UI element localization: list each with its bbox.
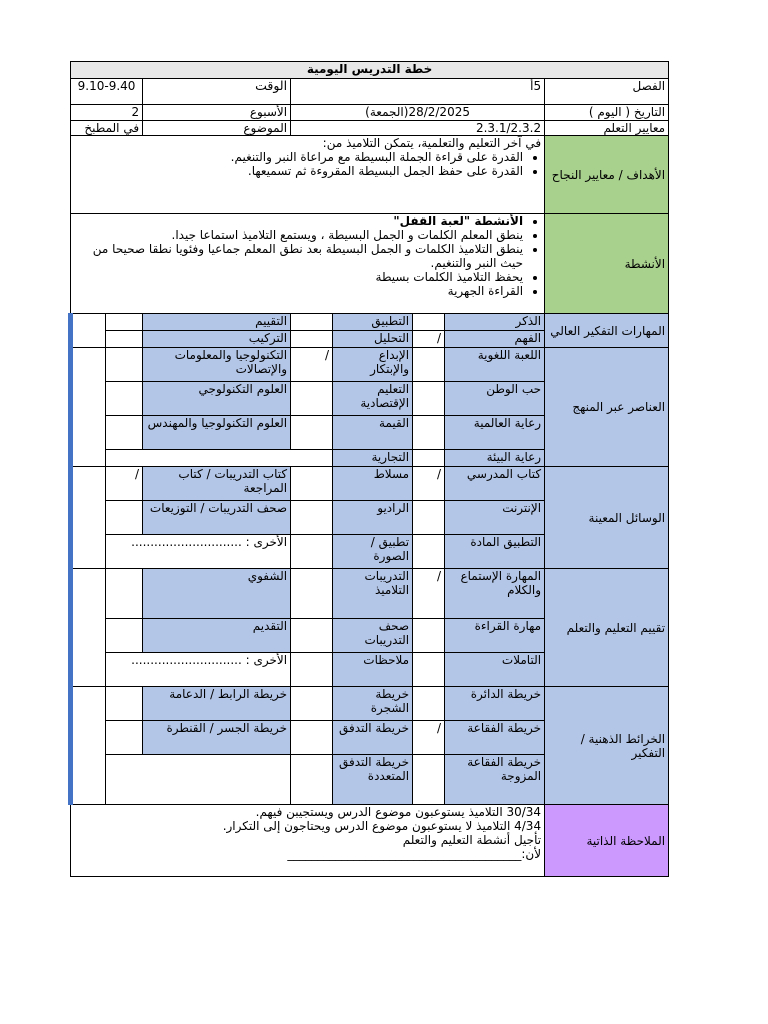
check-cell — [291, 687, 333, 721]
grid-cell: التركيب — [143, 331, 291, 348]
check-cell: / — [413, 331, 445, 348]
grid-cell: التطبيق — [333, 314, 413, 331]
objective-item: • القدرة على حفظ الجمل البسيطة المقروءة ثم تسميعها. — [74, 164, 523, 178]
check-cell — [291, 331, 333, 348]
activities-content — [71, 214, 545, 314]
grid-cell: التقديم — [143, 619, 291, 653]
check-cell — [106, 501, 143, 535]
grid-cell: المهارة الإستماع والكلام — [445, 569, 545, 619]
check-cell — [413, 501, 445, 535]
reflection-line: تأجيل أنشطة التعليم والتعلم — [402, 833, 542, 847]
grid-cell: خريطة الجسر / القنطرة — [143, 721, 291, 755]
check-cell — [106, 619, 143, 653]
grid-cell: صحف التدريبات — [333, 619, 413, 653]
check-cell — [291, 721, 333, 755]
grid-cell: التجارية — [333, 450, 413, 467]
check-cell — [106, 348, 143, 382]
grid-cell: التاملات — [445, 653, 545, 687]
edge-cell — [71, 467, 106, 569]
check-cell — [413, 348, 445, 382]
activity-item: • ينطق المعلم الكلمات و الجمل البسيطة ، ويستمع التلاميذ استماعا جيدا. — [74, 228, 523, 242]
check-cell: / — [291, 348, 333, 382]
check-cell — [413, 687, 445, 721]
check-cell — [291, 416, 333, 450]
grid-cell: العلوم التكنولوجيا والمهندس — [143, 416, 291, 450]
activities-label: الأنشطة — [545, 214, 669, 314]
grid-cell: حب الوطن — [445, 382, 545, 416]
reflection-line: لأن:_______________________________________ — [287, 847, 542, 861]
check-cell — [291, 467, 333, 501]
grid-cell: الإبداع والإبتكار — [333, 348, 413, 382]
standard-value: 2.3.1/2.3.2 — [291, 121, 545, 136]
topic-label: الموضوع — [143, 121, 291, 136]
check-cell — [106, 331, 143, 348]
check-cell — [291, 653, 333, 687]
date-value: 28/2/2025(الجمعة) — [291, 105, 545, 121]
activity-item: • القراءة الجهرية — [74, 284, 523, 298]
grid-cell: خريطة الدائرة — [445, 687, 545, 721]
grid-cell: الذكر — [445, 314, 545, 331]
class-value: 5أ — [291, 79, 545, 105]
check-cell: / — [106, 467, 143, 501]
reflection-line: 4/34 التلاميذ لا يستوعبون موضوع الدرس ويحتاجون إلى التكرار. — [222, 819, 542, 833]
grid-cell: القيمة — [333, 416, 413, 450]
reflection-label: الملاحظة الذاتية — [545, 805, 669, 877]
empty-cell — [106, 755, 291, 805]
grid-cell: التطبيق المادة — [445, 535, 545, 569]
grid-cell: خريطة التدفق — [333, 721, 413, 755]
check-cell — [413, 314, 445, 331]
week-value: 2 — [71, 105, 143, 121]
check-cell — [106, 314, 143, 331]
reflection-line: 30/34 التلاميذ يستوعبون موضوع الدرس ويستجيبن فيهم. — [255, 805, 542, 819]
date-label: التاريخ ( اليوم ) — [545, 105, 669, 121]
standard-label: معايير التعلم — [545, 121, 669, 136]
check-cell: / — [413, 721, 445, 755]
reflection-content — [71, 805, 545, 877]
grid-cell: التحليل — [333, 331, 413, 348]
grid-cell: صحف التدريبات / التوزيعات — [143, 501, 291, 535]
edge-cell — [71, 348, 106, 467]
time-value: 9.10-9.40 — [71, 79, 143, 105]
check-cell — [106, 569, 143, 619]
thinking-maps-label: الخرائط الذهنية / التفكير — [545, 687, 669, 805]
teaching-aids-label: الوسائل المعينة — [545, 467, 669, 569]
edge-cell — [71, 569, 106, 687]
grid-cell: الفهم — [445, 331, 545, 348]
activity-item: • الأنشطة "لعبة القفل" — [74, 214, 523, 228]
check-cell — [291, 314, 333, 331]
check-cell — [413, 619, 445, 653]
objectives-label: الأهداف / معايير النجاح — [545, 136, 669, 214]
topic-value: في المطبخ — [71, 121, 143, 136]
grid-cell: التكنولوجيا والمعلومات والإتصالات — [143, 348, 291, 382]
check-cell — [106, 721, 143, 755]
grid-cell: رعاية البيئة — [445, 450, 545, 467]
objective-item: • القدرة على قراءة الجملة البسيطة مع مراعاة النبر والتنغيم. — [74, 150, 523, 164]
daily-lesson-plan-table — [68, 61, 669, 877]
check-cell — [291, 535, 333, 569]
check-cell — [291, 755, 333, 805]
grid-cell: مسلاط — [333, 467, 413, 501]
grid-cell: كتاب التدريبات / كتاب المراجعة — [143, 467, 291, 501]
check-cell — [413, 535, 445, 569]
check-cell — [413, 755, 445, 805]
grid-cell: خريطة الشجرة — [333, 687, 413, 721]
grid-cell: الإنترنت — [445, 501, 545, 535]
grid-cell: العلوم التكنولوجي — [143, 382, 291, 416]
check-cell — [291, 382, 333, 416]
grid-cell: خريطة الرابط / الدعامة — [143, 687, 291, 721]
grid-cell: التقييم — [143, 314, 291, 331]
grid-cell: الراديو — [333, 501, 413, 535]
check-cell — [106, 687, 143, 721]
activity-item: • يحفظ التلاميذ الكلمات بسيطة — [74, 270, 523, 284]
grid-cell: تطبيق / الصورة — [333, 535, 413, 569]
grid-cell: كتاب المدرسي — [445, 467, 545, 501]
grid-cell: خريطة التدفق المتعددة — [333, 755, 413, 805]
grid-cell: الشفوي — [143, 569, 291, 619]
grid-cell: خريطة الفقاعة — [445, 721, 545, 755]
grid-cell: رعاية العالمية — [445, 416, 545, 450]
week-label: الأسبوع — [143, 105, 291, 121]
time-label: الوقت — [143, 79, 291, 105]
grid-cell: خريطة الفقاعة المزوجة — [445, 755, 545, 805]
edge-cell — [71, 314, 106, 348]
check-cell — [413, 653, 445, 687]
cross-curricular-label: العناصر عبر المنهج — [545, 348, 669, 467]
grid-cell: التعليم الإقتصادية — [333, 382, 413, 416]
grid-cell: ملاحظات — [333, 653, 413, 687]
check-cell — [291, 619, 333, 653]
check-cell — [291, 569, 333, 619]
assessment-label: تقييم التعليم والتعلم — [545, 569, 669, 687]
activity-item: • ينطق التلاميذ الكلمات و الجمل البسيطة بعد نطق المعلم جماعيا وفئويا نطقا صحيحا من حيث النبر والتنغيم. — [74, 242, 523, 270]
check-cell — [413, 382, 445, 416]
check-cell — [106, 416, 143, 450]
check-cell — [291, 501, 333, 535]
objectives-intro: في آخر التعليم والتعلمية، يتمكن التلاميذ من: — [322, 136, 542, 150]
edge-cell — [71, 687, 106, 805]
grid-cell: الأخرى : ............................. — [106, 535, 291, 569]
check-cell — [413, 416, 445, 450]
hots-label: المهارات التفكير العالي — [545, 314, 669, 348]
objectives-content — [71, 136, 545, 214]
grid-cell: التدريبات التلاميذ — [333, 569, 413, 619]
page-title: خطة التدريس اليومية — [71, 62, 669, 79]
check-cell: / — [413, 569, 445, 619]
class-label: الفصل — [545, 79, 669, 105]
check-cell — [413, 450, 445, 467]
empty-cell — [106, 450, 333, 467]
grid-cell: اللعبة اللغوية — [445, 348, 545, 382]
grid-cell: الأخرى : ............................. — [106, 653, 291, 687]
check-cell — [106, 382, 143, 416]
grid-cell: مهارة القراءة — [445, 619, 545, 653]
check-cell: / — [413, 467, 445, 501]
